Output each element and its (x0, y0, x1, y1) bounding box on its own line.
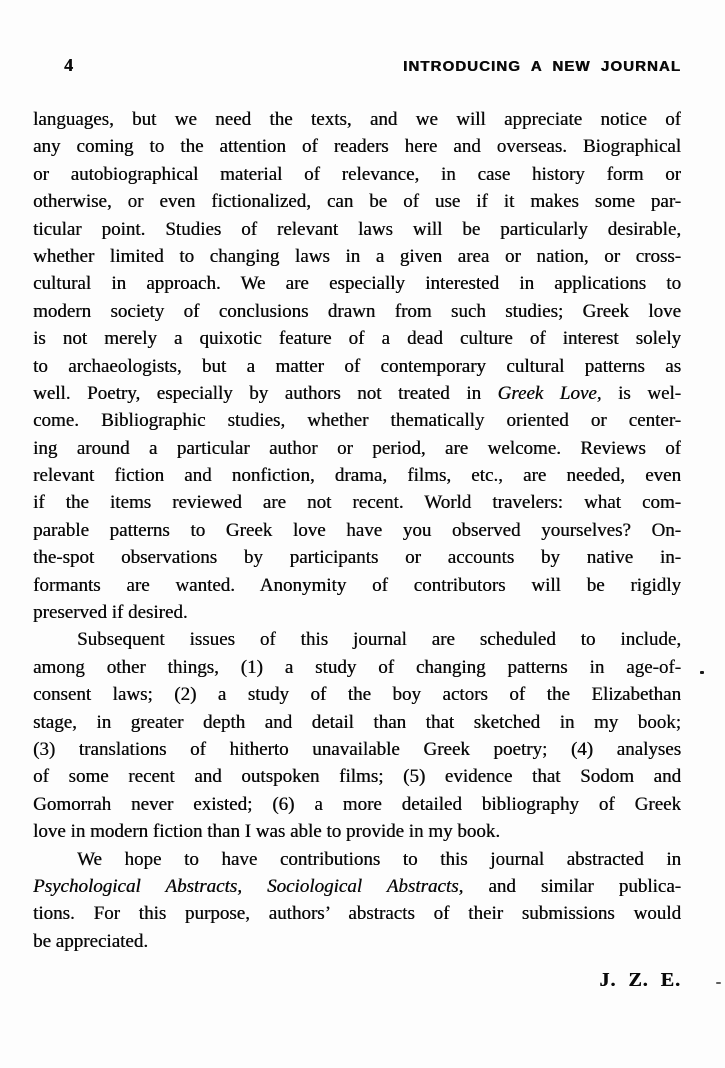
text-line (33, 353, 681, 380)
text-run: if the items reviewed are not recent. World travelers: what com- (33, 492, 681, 514)
text-run: Subsequent issues of this journal are scheduled to include, (77, 629, 681, 651)
text-run: preserved if desired. (33, 602, 188, 624)
text-line (33, 928, 681, 955)
text-line (33, 873, 681, 900)
text-line (33, 544, 681, 571)
text-run: or autobiographical material of relevance, in case history form or (33, 163, 681, 185)
text-run: any coming to the attention of readers here and overseas. Biographical (33, 136, 681, 158)
text-line (33, 709, 681, 736)
text-run: ing around a particular author or period, are welcome. Reviews of (33, 437, 681, 459)
text-run: otherwise, or even fictionalized, can be of use if it makes some par- (33, 191, 681, 213)
text-line (33, 380, 681, 407)
paragraph (33, 106, 681, 626)
text-line (33, 270, 681, 297)
italic-text-run: Greek Love, (497, 382, 602, 404)
text-run: We hope to have contributions to this journal abstracted in (77, 848, 681, 870)
page-number: 4 (64, 55, 73, 75)
text-line (33, 681, 681, 708)
text-run: love in modern fiction than I was able to provide in my book. (33, 821, 500, 843)
running-header (33, 55, 681, 76)
paragraph (33, 626, 681, 845)
text-line (33, 736, 681, 763)
text-run: languages, but we need the texts, and we will appreciate notice of (33, 109, 681, 130)
paragraph (33, 846, 681, 956)
author-initials: J. Z. E. (599, 969, 681, 992)
text-run: is not merely a quixotic feature of a dead culture of interest solely (33, 328, 681, 350)
text-line (33, 462, 681, 489)
text-line (33, 325, 681, 352)
text-line (33, 243, 681, 270)
text-run: the-spot observations by participants or accounts by native in- (33, 547, 681, 569)
text-line (33, 818, 681, 845)
page-content (33, 55, 681, 992)
text-run: well. Poetry, especially by authors not treated in (33, 382, 498, 404)
text-run: Gomorrah never existed; (6) a more detailed bibliography of Greek (33, 793, 681, 815)
text-run: consent laws; (2) a study of the boy actors of the Elizabethan (33, 684, 681, 706)
text-run: is wel- (601, 382, 681, 404)
text-run: ticular point. Studies of relevant laws will be particularly desirable, (33, 218, 681, 240)
text-run: be appreciated. (33, 930, 148, 952)
text-line (33, 517, 681, 544)
text-run: modern society of conclusions drawn from such studies; Greek love (33, 300, 681, 322)
text-line (33, 161, 681, 188)
text-run: parable patterns to Greek love have you observed yourselves? On- (33, 519, 681, 541)
text-run: come. Bibliographic studies, whether thematically oriented or center- (33, 410, 681, 432)
text-run: whether limited to changing laws in a given area or nation, or cross- (33, 245, 681, 267)
text-line (33, 763, 681, 790)
text-line (33, 654, 681, 681)
text-run: (3) translations of hitherto unavailable Greek poetry; (4) analyses (33, 738, 681, 760)
body-text (33, 106, 681, 955)
text-run: and similar publica- (463, 875, 681, 897)
text-run: among other things, (1) a study of changing patterns in age-of- (33, 656, 681, 678)
text-line (33, 572, 681, 599)
text-run: cultural in approach. We are especially interested in applications to (33, 273, 681, 295)
text-line (33, 106, 681, 133)
text-run: of some recent and outspoken films; (5) evidence that Sodom and (33, 766, 681, 788)
italic-text-run: Psychological Abstracts, Sociological Abstracts, (33, 875, 464, 897)
text-line (33, 846, 681, 873)
text-line (33, 216, 681, 243)
text-run: to archaeologists, but a matter of contemporary cultural patterns as (33, 355, 681, 377)
text-line (33, 188, 681, 215)
text-run: relevant fiction and nonfiction, drama, films, etc., are needed, even (33, 465, 681, 487)
text-line (33, 791, 681, 818)
text-line (33, 599, 681, 626)
text-line (33, 133, 681, 160)
text-line (33, 407, 681, 434)
running-header-title: INTRODUCING A NEW JOURNAL (402, 58, 681, 75)
scan-speck (716, 982, 721, 984)
text-run: formants are wanted. Anonymity of contributors will be rigidly (33, 574, 681, 596)
scan-speck (700, 671, 704, 674)
text-line (33, 900, 681, 927)
text-line (33, 298, 681, 325)
text-line (33, 489, 681, 516)
text-run: tions. For this purpose, authors’ abstracts of their submissions would (33, 903, 681, 925)
text-line (33, 626, 681, 653)
text-run: stage, in greater depth and detail than that sketched in my book; (33, 711, 681, 733)
text-line (33, 435, 681, 462)
